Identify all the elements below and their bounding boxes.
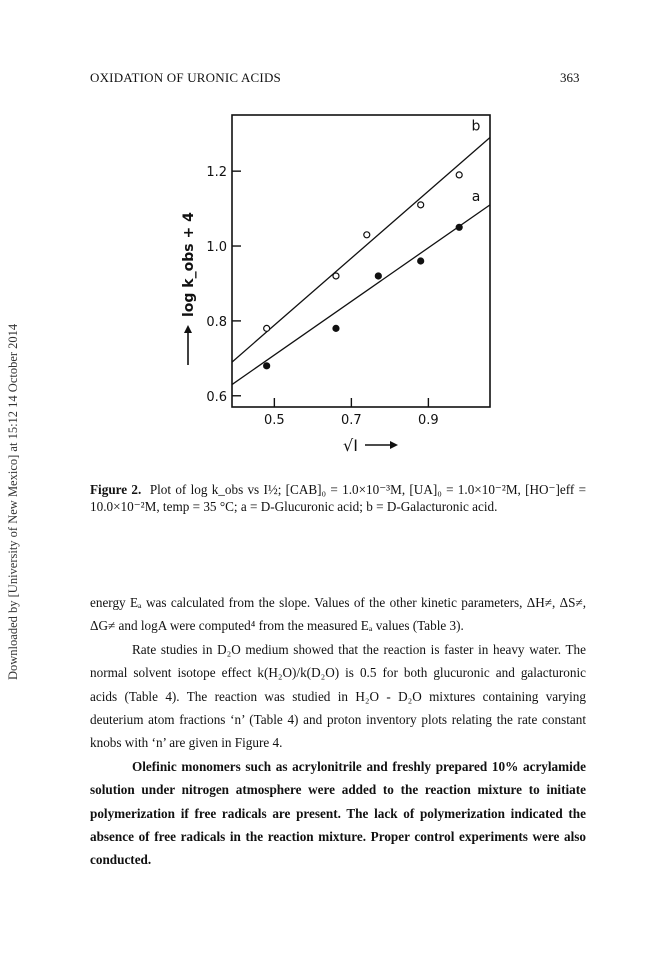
figure-caption xyxy=(90,481,586,515)
fit-lines xyxy=(232,137,490,384)
y-axis-arrow-head xyxy=(184,325,192,333)
data-point-b xyxy=(364,232,370,238)
y-axis-title xyxy=(181,212,197,365)
data-point-a xyxy=(333,325,339,331)
x-axis-arrow-head xyxy=(390,441,398,449)
y-tick-label: 1.0 xyxy=(206,240,227,256)
series-label-b: b xyxy=(471,118,481,135)
fit-line-a xyxy=(232,205,490,385)
x-tick-label: 0.9 xyxy=(418,413,439,428)
body-text xyxy=(90,591,586,872)
data-point-a xyxy=(456,224,462,230)
y-tick-label: 0.6 xyxy=(206,389,227,405)
series-labels xyxy=(472,118,481,204)
page-number: 363 xyxy=(560,70,580,85)
caption-label: Figure 2. xyxy=(90,482,142,497)
series-label-a: a xyxy=(471,188,481,205)
data-point-b xyxy=(264,325,270,331)
y-tick-label: 0.8 xyxy=(206,314,227,330)
data-points xyxy=(264,172,463,369)
y-tick-label: 1.2 xyxy=(206,165,227,181)
fit-line-b xyxy=(232,137,490,362)
paragraph: energy Eₐ was calculated from the slope. Values of the other kinetic parameters, ΔH≠, ΔS≠, ΔG≠ and logA were computed⁴ from the measured Eₐ values (Table 3). xyxy=(90,595,586,634)
paragraph: Rate studies in D₂O medium showed that the reaction is faster in heavy water. The normal solvent isotope effect k(H₂O)/k(D₂O) is 0.5 for both glucuronic and galacturonic acids (Table 4). The reaction was studied in H₂O - D₂O mixtures containing varying deuterium atom fractions ‘n’ (Table 4) and proton inventory plots relating the rate constant knobs with ‘n’ are given in Figure 4. xyxy=(90,641,586,751)
data-point-b xyxy=(456,172,462,178)
y-axis-label: log k_obs + 4 xyxy=(181,212,197,317)
caption-text: Plot of log k_obs vs I½; [CAB]₀ = 1.0×10⁻³M, [UA]₀ = 1.0×10⁻²M, [HO⁻]eff = 10.0×10⁻²M, temp = 35 °C; a = D-Glucuronic acid; b = D-Galacturonic acid. xyxy=(90,482,587,514)
data-point-b xyxy=(418,202,424,208)
x-axis-label: √I xyxy=(343,436,358,455)
figure-2-chart xyxy=(150,110,530,460)
x-tick-label: 0.5 xyxy=(264,413,285,428)
download-watermark: Downloaded by [University of New Mexico] at 15:12 14 October 2014 xyxy=(6,323,20,680)
x-axis-ticks xyxy=(264,398,439,428)
plot-frame xyxy=(232,115,490,407)
y-axis-ticks xyxy=(206,165,241,405)
running-title: OXIDATION OF URONIC ACIDS xyxy=(90,70,281,85)
x-axis-title xyxy=(343,436,398,455)
paragraph: Olefinic monomers such as acrylonitrile and freshly prepared 10% acrylamide solution under nitrogen atmosphere were added to the reaction mixture to initiate polymerization if free radicals are present. The lack of polymerization indicated the absence of free radicals in the reaction mixture. Proper control experiments were also conducted. xyxy=(90,758,586,868)
data-point-a xyxy=(418,258,424,264)
data-point-b xyxy=(333,273,339,279)
data-point-a xyxy=(375,273,381,279)
x-tick-label: 0.7 xyxy=(341,413,362,428)
data-point-a xyxy=(264,363,270,369)
